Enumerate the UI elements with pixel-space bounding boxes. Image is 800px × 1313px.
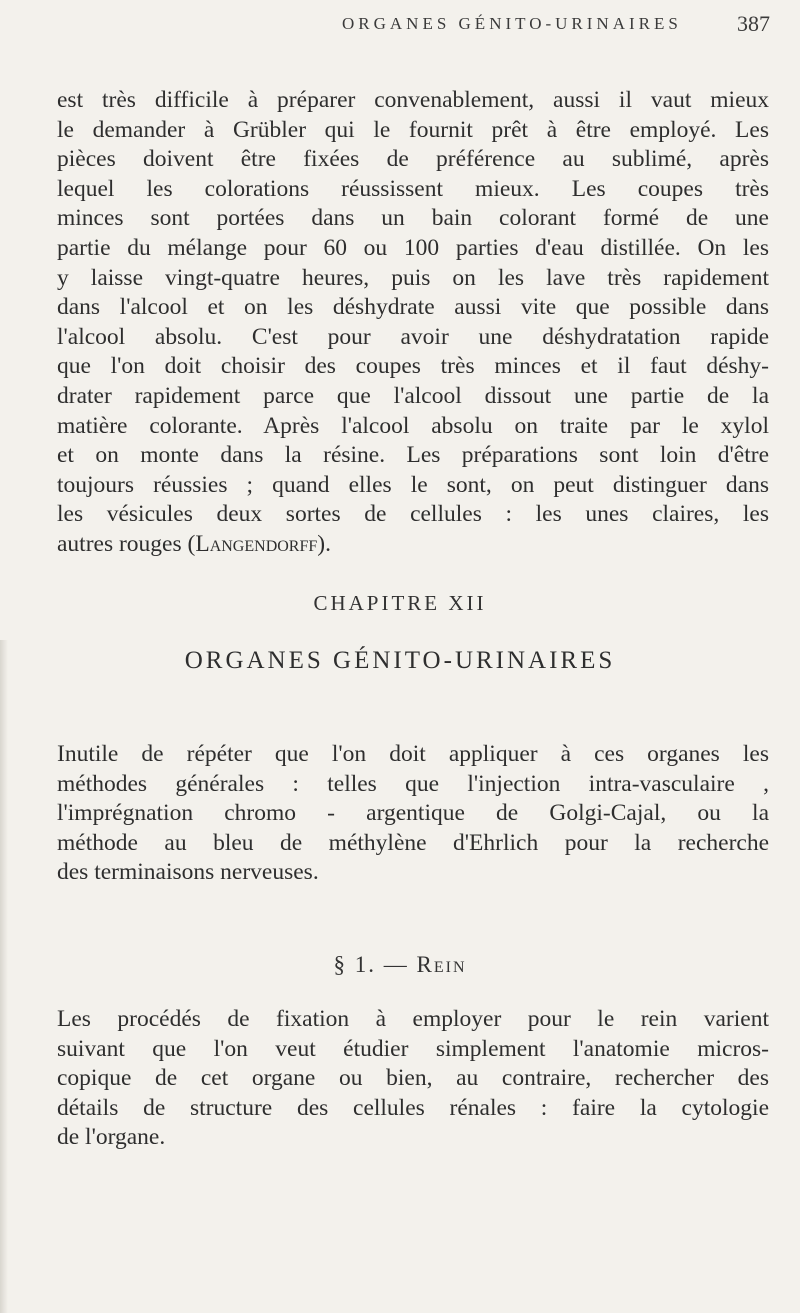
text-line: drater rapidement parce que l'alcool dissout une partie de la [57, 382, 769, 409]
paragraph-kidney-fixation [57, 1005, 769, 1153]
author-name: Langendorff [195, 530, 318, 557]
text-line: suivant que l'on veut étudier simplement l'anatomie micros- [57, 1035, 769, 1062]
text-line: matière colorante. Après l'alcool absolu on traite par le xylol [57, 412, 769, 439]
text-line: y laisse vingt-quatre heures, puis on les lave très rapidement [57, 264, 769, 291]
text-line: l'alcool absolu. C'est pour avoir une déshydratation rapide [57, 323, 769, 350]
text-line: de l'organe. [57, 1124, 166, 1151]
text-line: et on monte dans la résine. Les préparations sont loin d'être [57, 442, 769, 469]
text-line: pièces doivent être fixées de préférence au sublimé, après [57, 146, 769, 173]
section-heading [0, 952, 800, 978]
section-dash: — [383, 952, 409, 977]
running-head-title: ORGANES GÉNITO-URINAIRES [342, 14, 682, 33]
text-line: dans l'alcool et on les déshydrate aussi vite que possible dans [57, 294, 769, 321]
text-line: les vésicules deux sortes de cellules : les unes claires, les [57, 501, 769, 528]
text-line: partie du mélange pour 60 ou 100 parties d'eau distillée. On les [57, 234, 769, 261]
text-line: toujours réussies ; quand elles le sont, on peut distinguer dans [57, 471, 769, 498]
text-line: Les procédés de fixation à employer pour le rein varient [57, 1006, 769, 1032]
paragraph-staining-method [57, 86, 769, 560]
chapter-label: CHAPITRE XII [313, 591, 487, 615]
text-line: lequel les colorations réussissent mieux. Les coupes très [57, 175, 769, 202]
text-line: méthodes générales : telles que l'injection intra-vasculaire , [57, 770, 769, 797]
section-title: Rein [416, 952, 467, 977]
page-number: 387 [737, 11, 770, 36]
section-number: § 1. [333, 952, 376, 977]
text-line: que l'on doit choisir des coupes très minces et il faut déshy- [57, 353, 769, 380]
text-line: détails de structure des cellules rénales : faire la cytologie [57, 1094, 769, 1121]
text-line: minces sont portées dans un bain colorant formé de une [57, 205, 769, 232]
text-line: Inutile de répéter que l'on doit appliquer à ces organes les [57, 741, 769, 767]
chapter-title: ORGANES GÉNITO-URINAIRES [184, 647, 616, 674]
text-line: l'imprégnation chromo - argentique de Golgi-Cajal, ou la [57, 800, 769, 827]
text-line: des terminaisons nerveuses. [57, 859, 319, 886]
running-head [0, 8, 800, 38]
text-line: méthode au bleu de méthylène d'Ehrlich pour la recherche [57, 829, 769, 856]
text-fragment: ). [317, 530, 331, 557]
text-line: est très difficile à préparer convenablement, aussi il vaut mieux [57, 87, 769, 113]
text-fragment: autres rouges ( [57, 530, 196, 557]
text-line-last [57, 530, 769, 560]
paragraph-general-methods [57, 740, 769, 888]
text-line: le demander à Grübler qui le fournit prêt à être employé. Les [57, 116, 769, 143]
text-line: copique de cet organe ou bien, au contraire, rechercher des [57, 1065, 769, 1092]
